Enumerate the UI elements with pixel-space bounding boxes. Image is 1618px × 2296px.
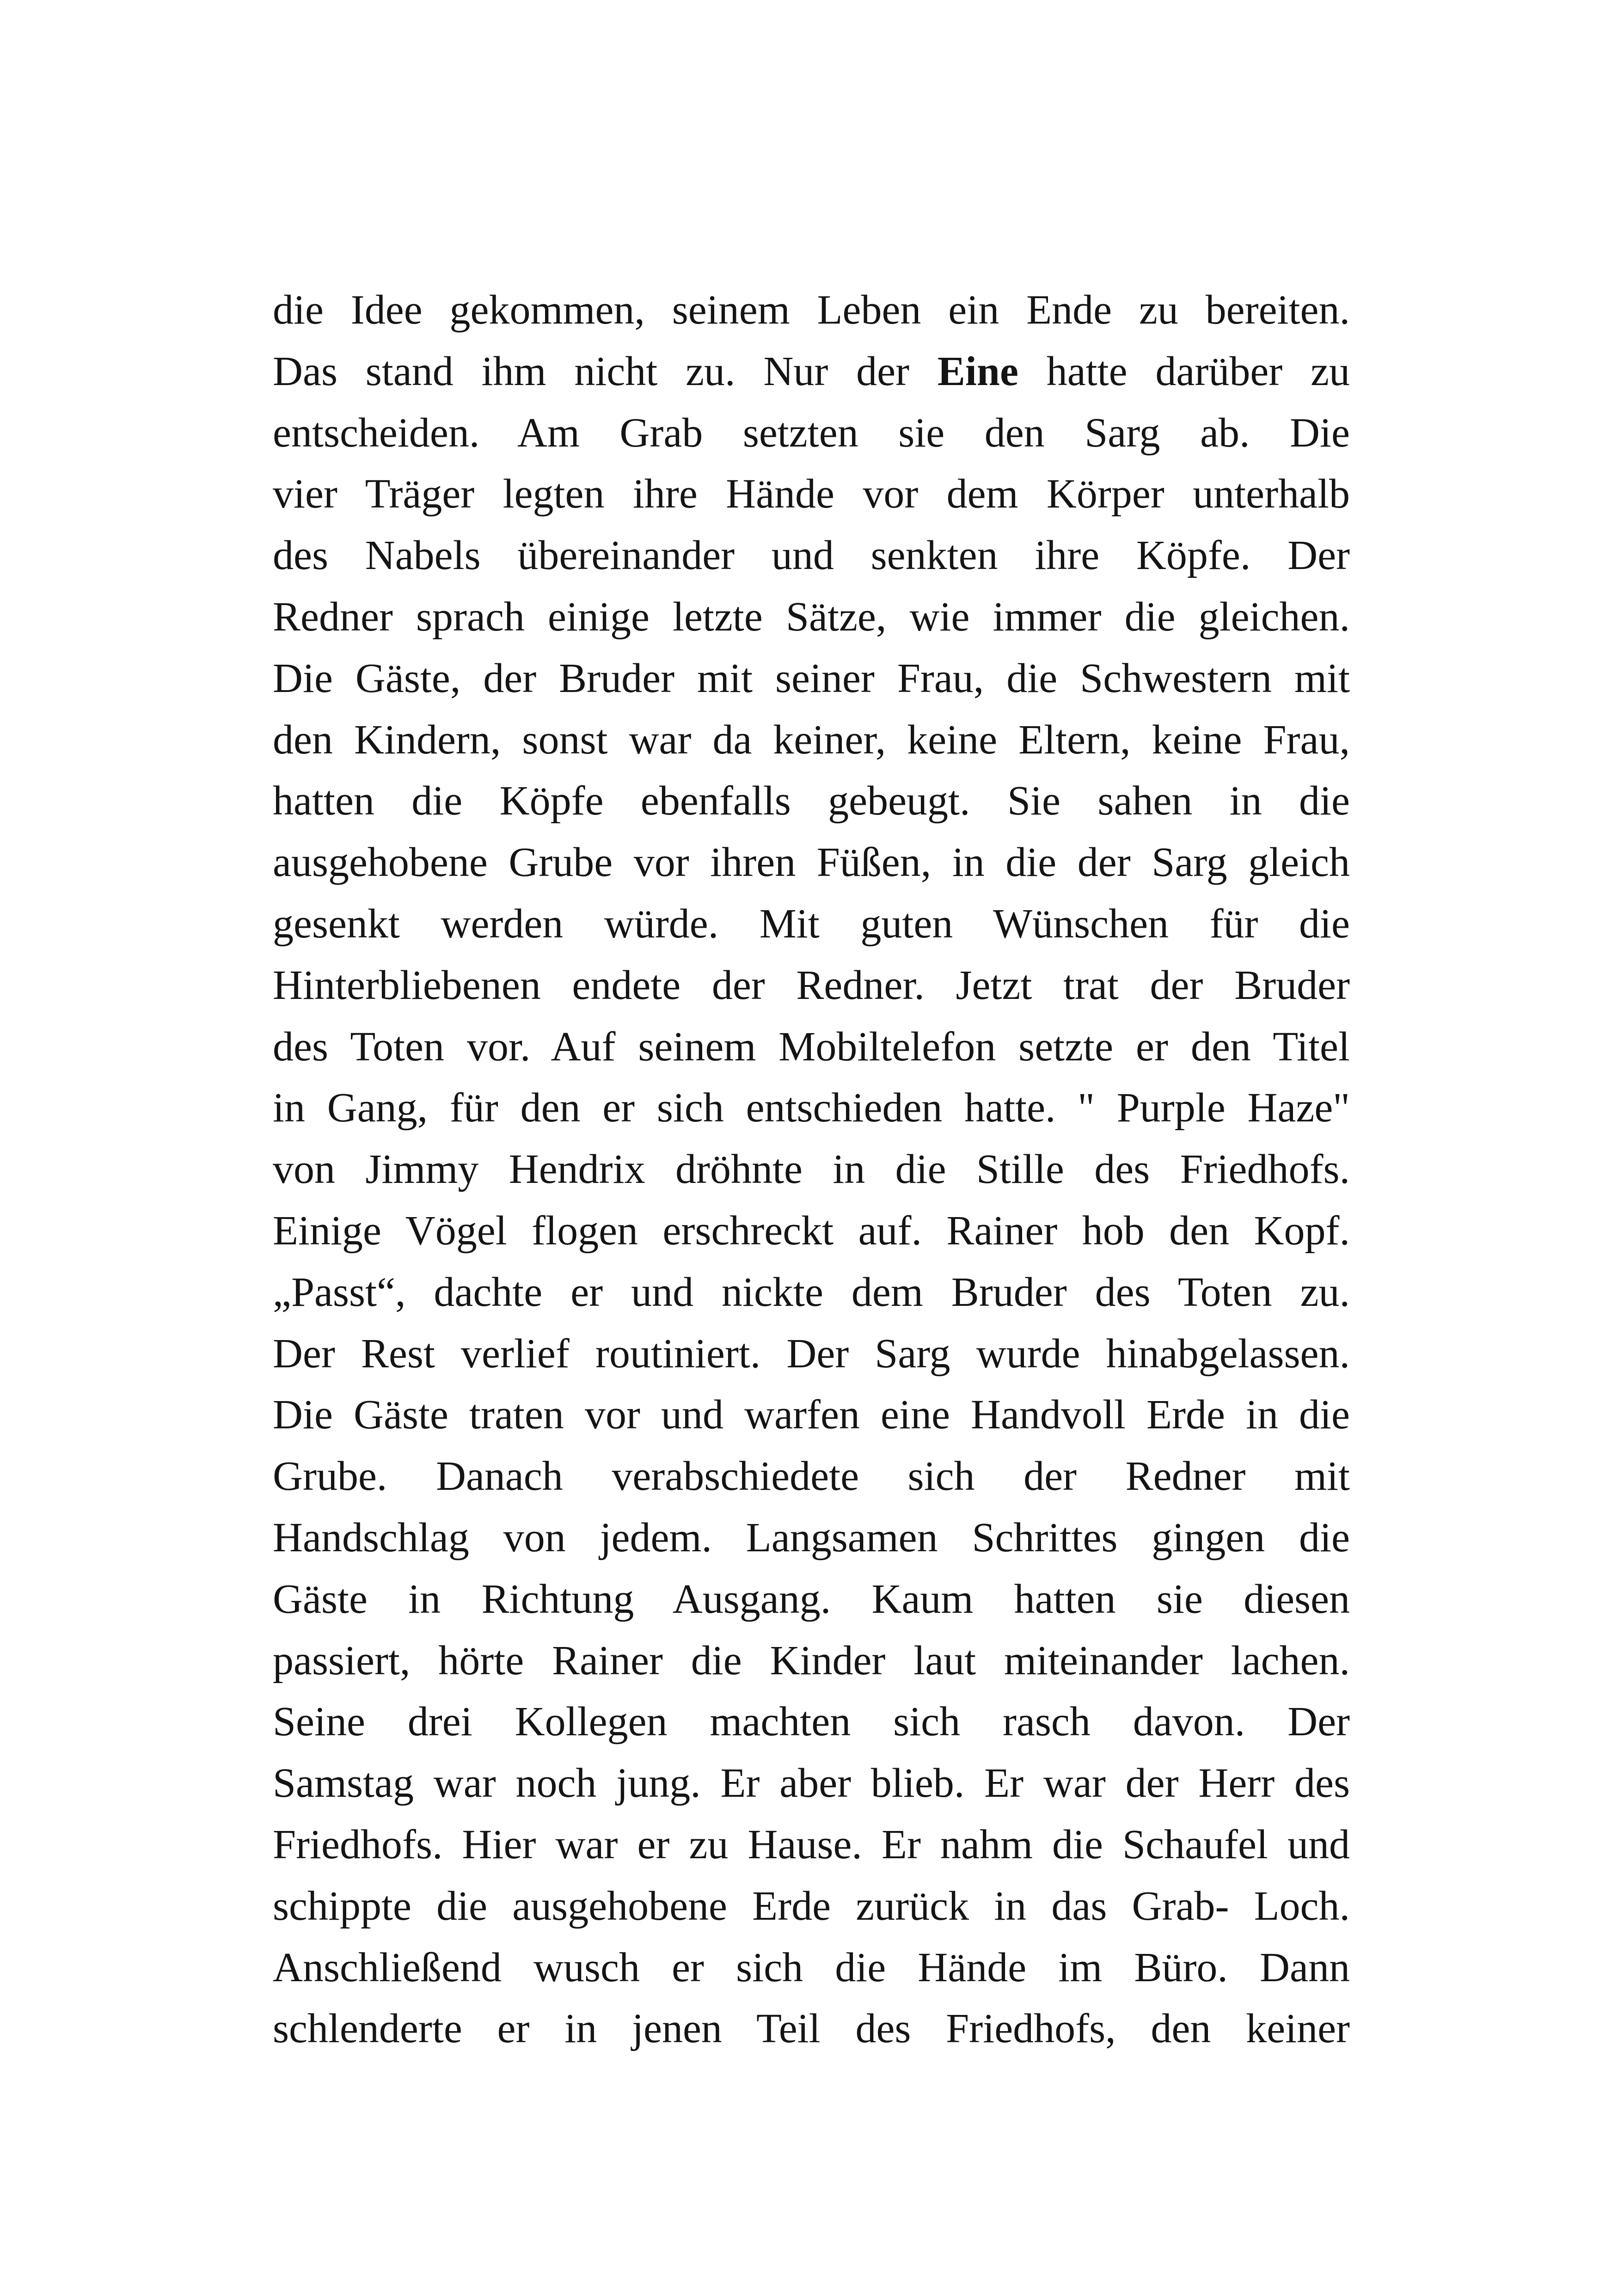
text-line: des Toten vor. Auf seinem Mobiltelefon setzte er den Titel <box>273 1023 1350 1070</box>
text-line-start: Das stand ihm nicht zu. Nur der <box>273 348 938 394</box>
text-line: hatten die Köpfe ebenfalls gebeugt. Sie sahen in die <box>273 778 1350 824</box>
text-line-end: hatte darüber zu <box>1018 348 1350 394</box>
text-line: Friedhofs. Hier war er zu Hause. Er nahm die Schaufel und <box>273 1821 1350 1867</box>
text-line: den Kindern, sonst war da keiner, keine Eltern, keine Frau, <box>273 716 1350 763</box>
text-line: Einige Vögel flogen erschreckt auf. Rainer hob den Kopf. <box>273 1207 1350 1254</box>
text-line: Die Gäste traten vor und warfen eine Handvoll Erde in die <box>273 1392 1350 1438</box>
text-line: Seine drei Kollegen machten sich rasch davon. Der <box>273 1699 1350 1745</box>
text-line: Redner sprach einige letzte Sätze, wie immer die gleichen. <box>273 594 1350 640</box>
text-line: „Passt“, dachte er und nickte dem Bruder des Toten zu. <box>273 1269 1350 1315</box>
text-line: ausgehobene Grube vor ihren Füßen, in die der Sarg gleich <box>273 839 1350 886</box>
text-line: entscheiden. Am Grab setzten sie den Sarg ab. Die <box>273 410 1350 456</box>
body-text <box>273 280 1350 2060</box>
text-line: Grube. Danach verabschiedete sich der Redner mit <box>273 1453 1350 1500</box>
text-line: Hinterbliebenen endete der Redner. Jetzt trat der Bruder <box>273 962 1350 1008</box>
text-line: des Nabels übereinander und senkten ihre Köpfe. Der <box>273 533 1350 579</box>
text-line: Samstag war noch jung. Er aber blieb. Er war der Herr des <box>273 1760 1350 1806</box>
text-line: gesenkt werden würde. Mit guten Wünschen für die <box>273 900 1350 947</box>
emphasized-word: Eine <box>937 348 1018 394</box>
text-line: schippte die ausgehobene Erde zurück in das Grab- Loch. <box>273 1883 1350 1929</box>
text-line: Die Gäste, der Bruder mit seiner Frau, die Schwestern mit <box>273 655 1350 701</box>
text-line: Der Rest verlief routiniert. Der Sarg wurde hinabgelassen. <box>273 1330 1350 1377</box>
text-line: Gäste in Richtung Ausgang. Kaum hatten sie diesen <box>273 1576 1350 1622</box>
text-line: in Gang, für den er sich entschieden hatte. " Purple Haze" <box>273 1085 1350 1131</box>
text-line: die Idee gekommen, seinem Leben ein Ende zu bereiten. <box>273 287 1350 333</box>
text-line: von Jimmy Hendrix dröhnte in die Stille des Friedhofs. <box>273 1146 1350 1193</box>
text-line: Anschließend wusch er sich die Hände im Büro. Dann <box>273 1944 1350 1990</box>
text-line: vier Träger legten ihre Hände vor dem Körper unterhalb <box>273 471 1350 517</box>
text-line: passiert, hörte Rainer die Kinder laut miteinander lachen. <box>273 1637 1350 1684</box>
text-line: schlenderte er in jenen Teil des Friedhofs, den keiner <box>273 2006 1350 2052</box>
text-line <box>273 341 1350 403</box>
text-line: Handschlag von jedem. Langsamen Schrittes gingen die <box>273 1514 1350 1561</box>
